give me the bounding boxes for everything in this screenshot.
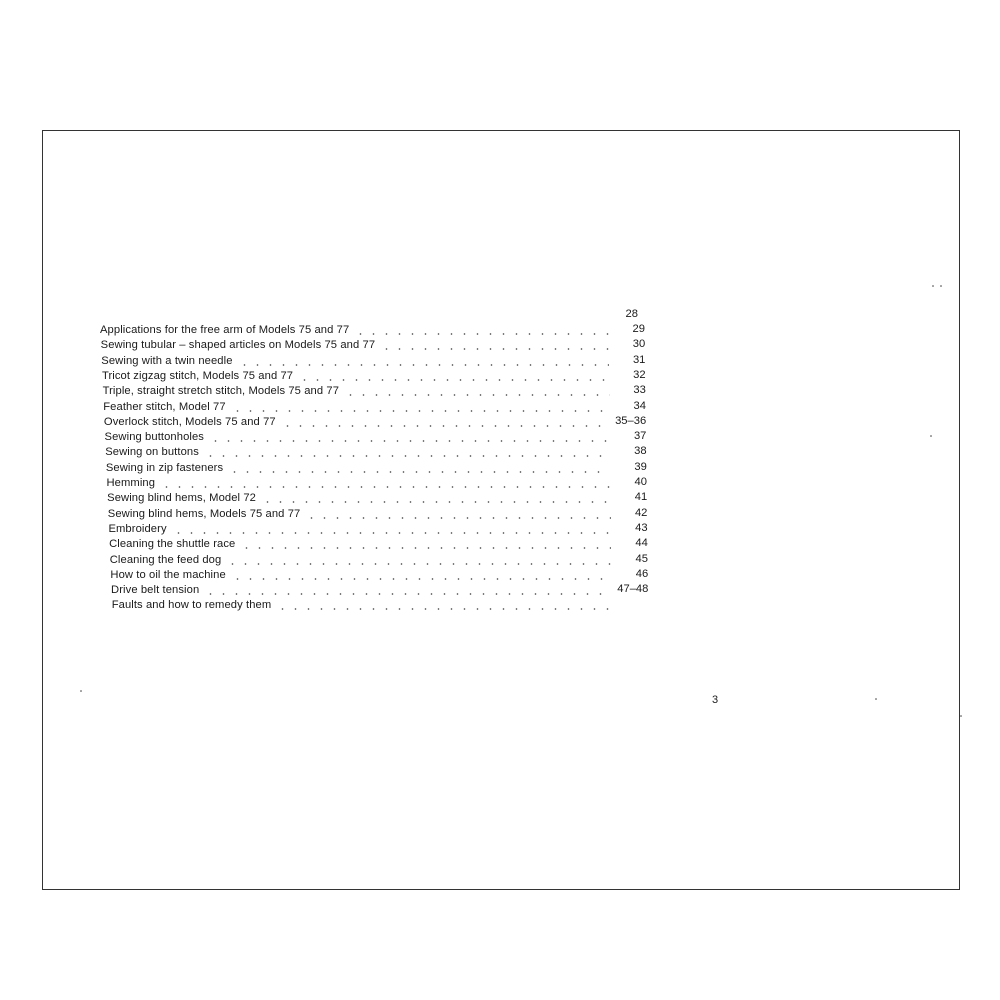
toc-dot-leader (202, 455, 610, 457)
toc-entry-page: 46 (635, 567, 649, 580)
toc-entry-page: 35–36 (615, 414, 647, 427)
toc-entry-title: Applications for the free arm of Models 75 and 77 (100, 324, 350, 336)
toc-entry-title: Sewing on buttons (105, 446, 199, 459)
toc-entry-title: Cleaning the shuttle race (109, 538, 236, 551)
toc-entry-title: How to oil the machine (110, 568, 226, 581)
toc-dot-leader (224, 563, 611, 565)
toc-dot-leader (303, 517, 610, 519)
page-number: 3 (712, 694, 719, 706)
toc-dot-leader (158, 486, 610, 488)
toc-dot-leader (279, 425, 610, 427)
toc-entry-page: 30 (632, 338, 646, 351)
toc-entry-page: 38 (634, 445, 647, 458)
toc-entry-title: Sewing blind hems, Model 72 (107, 492, 256, 505)
toc-entry-title: Sewing in zip fasteners (105, 461, 224, 474)
toc-dot-leader (202, 593, 611, 595)
toc-entry (105, 429, 614, 444)
toc-dot-leader (229, 410, 610, 412)
toc-dot-leader (207, 440, 610, 442)
toc-entry-page: 42 (634, 506, 648, 519)
toc-entry-title: Feather stitch, Model 77 (103, 400, 226, 413)
toc-entry-page: 29 (632, 323, 645, 335)
toc-entry-page: 40 (634, 476, 647, 488)
toc-entry-title: Sewing tubular – shaped articles on Models 75 and 77 (100, 339, 376, 352)
scan-speck (80, 690, 82, 692)
toc-entry-page: 31 (632, 353, 646, 366)
toc-entry (103, 383, 613, 398)
scan-speck (930, 435, 932, 437)
toc-entry-page: 34 (633, 399, 646, 412)
toc-dot-leader (170, 532, 611, 534)
toc-first-page: 28 (625, 308, 638, 320)
toc-entry-title: Faults and how to remedy them (111, 599, 272, 612)
scan-speck (940, 285, 942, 287)
toc-entry (110, 552, 615, 567)
toc-entry-page: 45 (635, 552, 648, 565)
toc-entry-page: 32 (633, 368, 646, 381)
toc-entry (104, 414, 613, 429)
toc-entry-page: 39 (634, 460, 647, 473)
toc-entry-title: Sewing blind hems, Models 75 and 77 (107, 507, 301, 520)
toc-dot-leader (342, 394, 610, 396)
toc-entry (108, 506, 614, 521)
toc-dot-leader (236, 364, 610, 366)
toc-entry (101, 353, 612, 368)
toc-entry-page: 33 (633, 384, 646, 397)
toc-dot-leader (352, 333, 609, 335)
toc-entry-title: Hemming (106, 477, 156, 489)
toc-entry (100, 322, 612, 337)
toc-dot-leader (229, 578, 612, 580)
scan-speck (875, 698, 877, 700)
toc-dot-leader (226, 471, 610, 473)
toc-entry-title: Sewing with a twin needle (101, 354, 233, 367)
toc-entry-title: Triple, straight stretch stitch, Models 75 and 77 (102, 385, 340, 398)
toc-entry (106, 460, 614, 475)
toc-entry-title: Overlock stitch, Models 75 and 77 (103, 415, 276, 428)
toc-dot-leader (378, 348, 609, 350)
toc-dot-leader (296, 379, 609, 381)
toc-entry (101, 337, 613, 352)
toc-entry (105, 444, 613, 459)
toc-entry (108, 521, 614, 536)
scan-speck (932, 285, 934, 287)
toc-dot-leader (238, 547, 611, 549)
toc-entry-page: 41 (634, 491, 648, 504)
toc-entry-page: 44 (635, 537, 648, 550)
toc-entry (112, 597, 615, 612)
toc-entry-page: 47–48 (617, 583, 649, 596)
toc-entry-title: Drive belt tension (111, 584, 200, 597)
scan-speck (960, 715, 962, 717)
toc-entry (107, 490, 614, 505)
toc-entry-title: Sewing buttonholes (104, 431, 204, 444)
toc-entry-title: Cleaning the feed dog (109, 553, 222, 566)
toc-entry (107, 475, 614, 490)
toc-entry (110, 567, 614, 582)
toc-entry (102, 368, 613, 383)
toc-dot-leader (274, 608, 611, 610)
toc-entry (103, 399, 613, 414)
toc-entry-title: Embroidery (108, 522, 167, 535)
toc-entry (109, 536, 614, 551)
toc-entry (111, 582, 615, 597)
toc-entry-page: 37 (633, 430, 647, 443)
toc-entry-page: 43 (635, 521, 648, 534)
toc-entry-title: Tricot zigzag stitch, Models 75 and 77 (101, 369, 294, 382)
toc-dot-leader (259, 501, 611, 503)
